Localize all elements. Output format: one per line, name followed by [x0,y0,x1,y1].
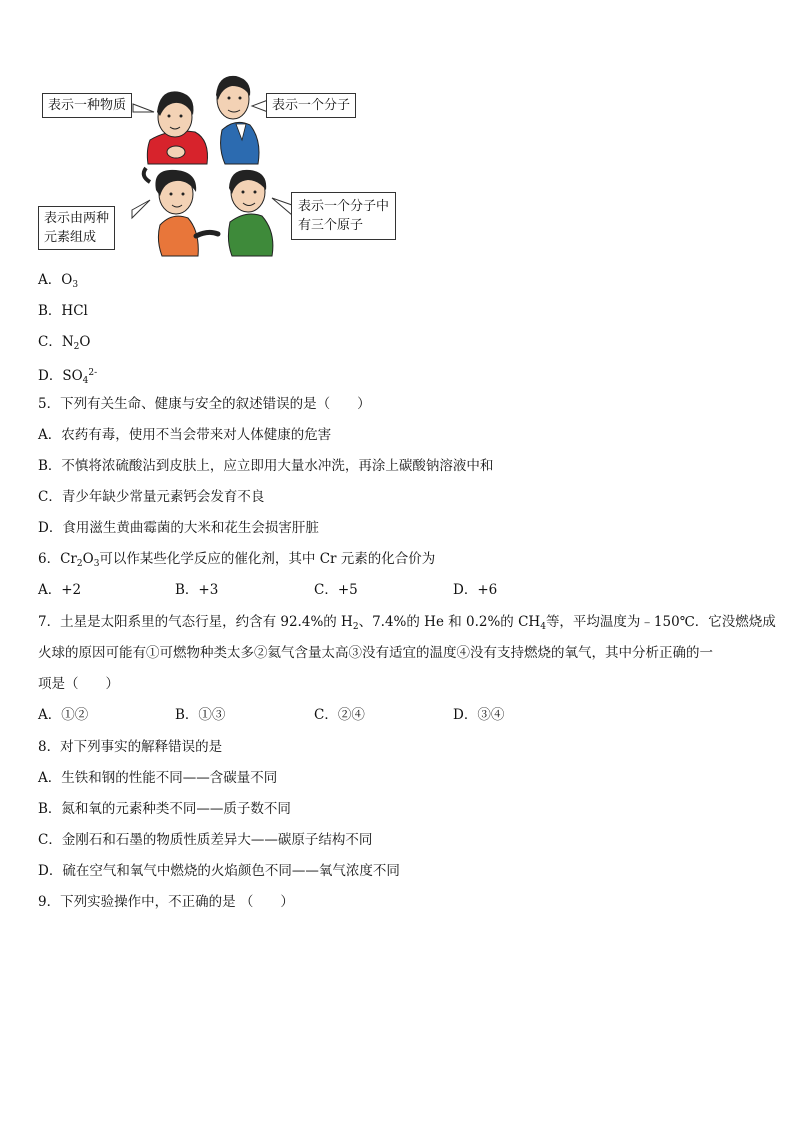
q5-option-b: B．不慎将浓硫酸沾到皮肤上，应立即用大量水冲洗，再涂上碳酸钠溶液中和 [38,458,494,474]
q7-option-b: B．①③ [175,707,226,723]
q5-option-a: A．农药有毒，使用不当会带来对人体健康的危害 [38,427,332,443]
bubble-text-line: 表示由两种 [44,211,110,226]
q8-option-c: C．金刚石和石墨的物质性质差异大——碳原子结构不同 [38,832,373,848]
q7-option-a: A．①② [38,707,89,723]
student-boy-bottom-right [228,170,272,256]
speech-bubble-two-elements [38,206,115,250]
q8-stem: 8．对下列事实的解释错误的是 [38,739,223,755]
q7-stem-line3: 项是（ ） [38,676,119,692]
bubble-text-line: 元素组成 [44,230,97,245]
q6-option-c: C．+5 [314,582,358,598]
speech-bubble-substance: 表示一种物质 [42,93,132,118]
student-girl-top-left [147,91,207,164]
q8-option-a: A．生铁和钢的性能不同——含碳量不同 [38,770,278,786]
q7-option-c: C．②④ [314,707,365,723]
student-girl-bottom-left [144,168,218,256]
q5-stem: 5．下列有关生命、健康与安全的叙述错误的是（ ） [38,396,371,412]
q4-option-c: C．$N_2O$ [38,334,91,352]
speech-bubble-three-atoms [291,192,396,240]
q7-stem-line2: 火球的原因可能有①可燃物种类太多②氦气含量太高③没有适宜的温度④没有支持燃烧的氧气，其中分析正确的一 [38,645,713,661]
q4-option-b: B．HCl [38,303,88,319]
bubble-text-line: 有三个原子 [298,218,364,233]
speech-bubble-molecule: 表示一个分子 [266,93,356,118]
bubble-text-line: 表示一个分子中 [298,199,390,214]
q8-option-d: D．硫在空气和氧气中燃烧的火焰颜色不同——氧气浓度不同 [38,863,400,879]
q9-stem: 9．下列实验操作中，不正确的是 （ ） [38,894,294,910]
q6-stem: 6．$Cr_2O_3$可以作某些化学反应的催化剂，其中 Cr 元素的化合价为 [38,551,436,569]
q5-option-d: D．食用滋生黄曲霉菌的大米和花生会损害肝脏 [38,520,319,536]
q5-option-c: C．青少年缺少常量元素钙会发育不良 [38,489,265,505]
q6-option-d: D．+6 [453,582,498,598]
q8-option-b: B．氮和氧的元素种类不同——质子数不同 [38,801,291,817]
q7-stem-line1: 7．土星是太阳系里的气态行星，约含有 92.4%的 $H_2$、7.4%的 He 和 0.2%的 $CH_4$等，平均温度为﹣150℃．它没燃烧成 [38,614,776,632]
student-boy-top-right [216,76,259,164]
q4-option-a: A．$O_3$ [38,272,79,290]
q6-option-b: B．+3 [175,582,219,598]
q6-option-a: A．+2 [38,582,82,598]
q4-option-d: D．$SO_4^{2-}$ [38,368,98,386]
q7-option-d: D．③④ [453,707,505,723]
